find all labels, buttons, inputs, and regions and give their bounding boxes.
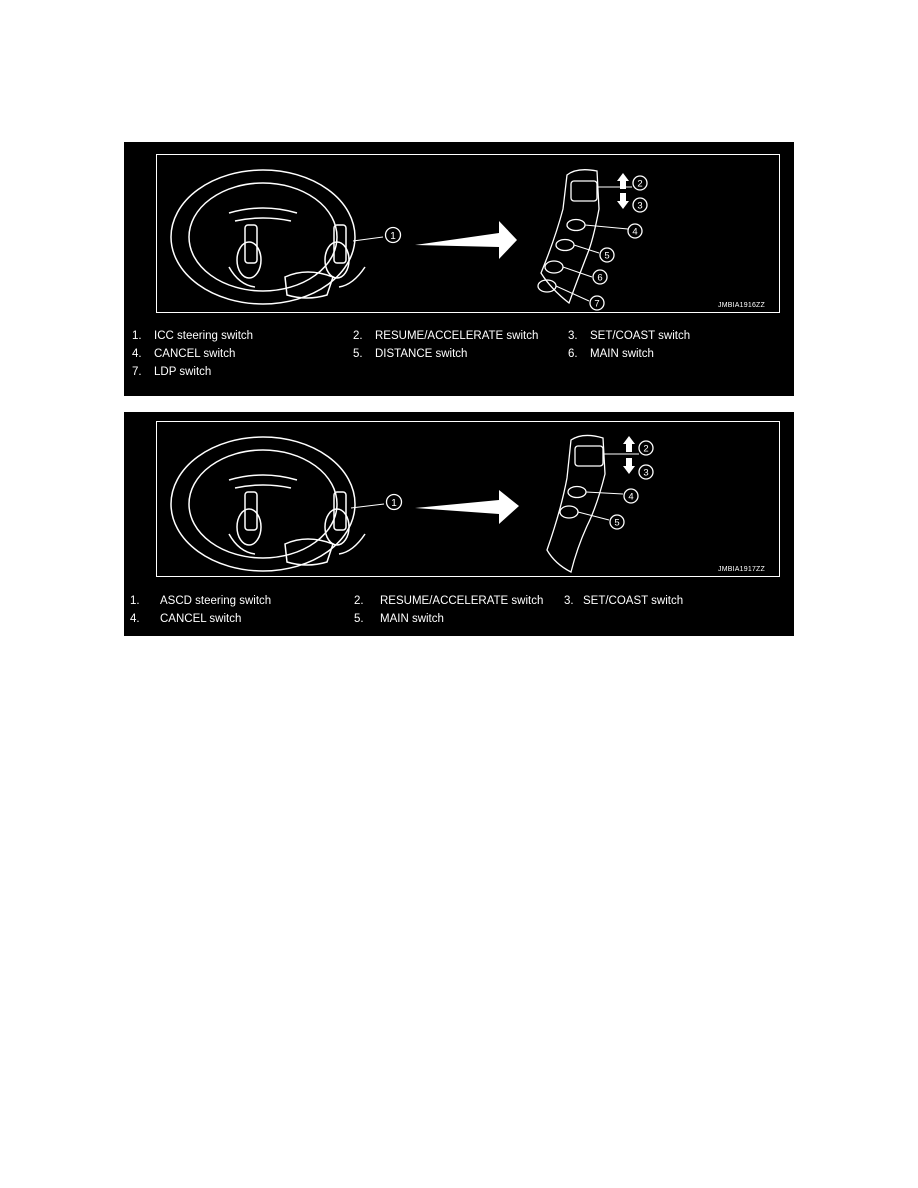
- down-arrow-icon: [623, 458, 635, 474]
- arrow-icon: [415, 221, 517, 259]
- down-arrow-icon: [617, 193, 629, 209]
- callout-label-3: 3: [637, 200, 643, 212]
- switch-panel-outline: [541, 170, 599, 303]
- figure-code: JMBIA1917ZZ: [718, 566, 765, 573]
- figure-code: JMBIA1916ZZ: [718, 302, 765, 309]
- callout-label-1: 1: [391, 498, 397, 509]
- callout-label-2: 2: [637, 178, 643, 190]
- callout-label-5: 5: [614, 517, 620, 529]
- cancel-switch-button: [568, 487, 586, 498]
- main-switch-button: [545, 261, 563, 273]
- callout-label-4: 4: [628, 491, 634, 503]
- callout-label-1: 1: [390, 231, 396, 242]
- illustration-frame: [156, 421, 780, 577]
- callout-label-7: 7: [594, 298, 600, 310]
- resume-set-switch: [571, 181, 597, 201]
- callout-label-6: 6: [597, 272, 603, 284]
- cancel-switch-button: [567, 220, 585, 231]
- figure-ascd-steering-switch: 1 2 3 4 5 JMBIA1917ZZ 1. ASCD steering switch 2. RESUME/ACCELERATE switch 3. SET/COAST switch 4. CANCEL switch 5. MAIN switch: [124, 412, 794, 636]
- callout-label-2: 2: [643, 443, 649, 455]
- switch-panel-outline: [547, 435, 605, 572]
- steering-wheel-rim: [171, 437, 355, 571]
- figure-icc-steering-switch: 1 2 3 4 5 6 7 JMBIA1916ZZ 1. ICC steering switch 2. RESUME/ACCELERATE switch 3. SET/COAST switch 4. CANCEL switch 5. DISTANCE switch 6. MAIN switch 7. LDP switch: [124, 142, 794, 396]
- callout-label-5: 5: [604, 250, 610, 262]
- resume-set-switch: [575, 446, 603, 466]
- distance-switch-button: [556, 240, 574, 251]
- steering-wheel-rim: [171, 170, 355, 304]
- steering-wheel-illustration: [157, 422, 779, 576]
- callout-label-4: 4: [632, 226, 638, 238]
- up-arrow-icon: [623, 436, 635, 452]
- main-switch-button: [560, 506, 578, 518]
- illustration-frame: [156, 154, 780, 313]
- arrow-icon: [415, 490, 519, 524]
- callout-label-3: 3: [643, 467, 649, 479]
- steering-wheel-illustration: [157, 155, 779, 312]
